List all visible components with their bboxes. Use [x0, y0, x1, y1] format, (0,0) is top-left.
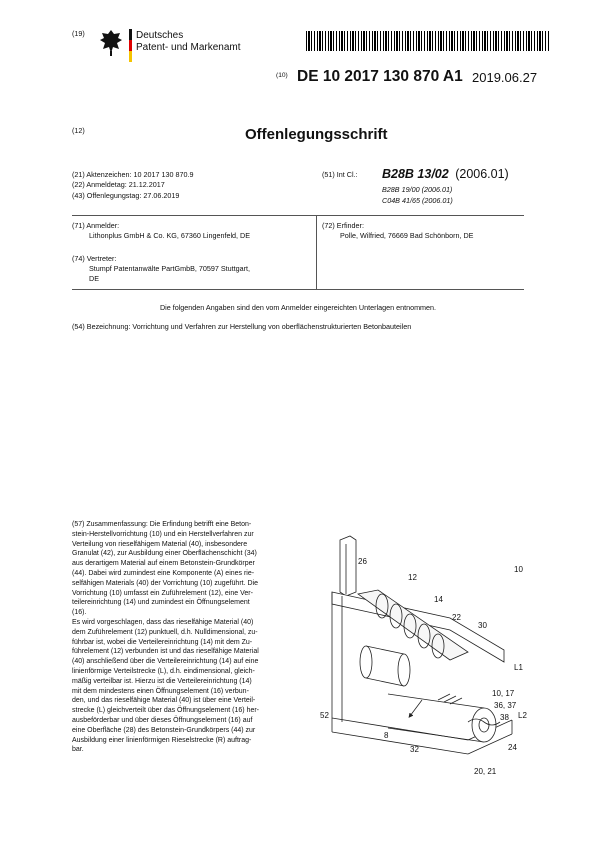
- document-type: Offenlegungsschrift: [245, 126, 388, 143]
- abstract-line: führbar ist, wobei die Verteilereinrichtung (14) mit dem Zu-: [72, 638, 253, 646]
- abstract-line: Granulat (42), zur Ausbildung einer Oberflächenschicht (34): [72, 550, 257, 558]
- code-19: (19): [72, 29, 85, 38]
- publication-date: 2019.06.27: [472, 70, 538, 85]
- abstract-line: den, und das rieselfähige Material (40) ist über eine Verteil-: [72, 697, 256, 705]
- figure-label: L1: [514, 663, 523, 672]
- abstract-line: (16).: [72, 609, 87, 617]
- figure-label: 38: [500, 713, 509, 722]
- abstract-line: aus derartigem Material auf einem Betonstein-Grundkörper: [72, 560, 255, 568]
- field-74-label: (74) Vertreter:: [72, 254, 117, 263]
- abstract-line: (44). Dabei wird zumindest eine Komponente (A) eines rie-: [72, 569, 255, 577]
- figure-label: 12: [408, 573, 417, 582]
- ipc-main-version: (2006.01): [455, 167, 509, 181]
- field-72-value: Polle, Wilfried, 76669 Bad Schönborn, DE: [340, 231, 474, 240]
- barcode: [306, 31, 550, 51]
- applicant-notice: Die folgenden Angaben sind den vom Anmelder eingereichten Unterlagen entnommen.: [159, 303, 437, 312]
- abstract-line: ausbeförderbar und über dieses Öffnungselement (16) auf: [72, 716, 253, 724]
- abstract-line: bar.: [72, 746, 84, 754]
- abstract-line: strecke (L) gleichverteilt über das Öffnungselement (16) her-: [72, 707, 260, 715]
- figure-label: 10, 17: [492, 689, 515, 698]
- abstract-line: selfähigen Materials (40) der Vorrichtung (10) zugeführt. Die: [72, 579, 258, 587]
- field-74-value-1: Stumpf Patentanwälte PartGmbB, 70597 Stuttgart,: [89, 264, 251, 273]
- figure-label: 22: [452, 613, 461, 622]
- code-12: (12): [72, 126, 85, 135]
- eagle-logo-icon: [99, 28, 123, 58]
- figure-label: 36, 37: [494, 701, 517, 710]
- field-72-label: (72) Erfinder:: [322, 221, 364, 230]
- abstract-line: teilereinrichtung (14) und zumindest ein Öffnungselement: [72, 599, 250, 607]
- abstract-line: stein-Herstellvorrichtung (10) und ein Herstellverfahren zur: [72, 530, 254, 538]
- figure-label: 30: [478, 621, 487, 630]
- abstract-line: linienförmige Verteilstrecke (L), d.h. eindimensional, gleich-: [72, 667, 255, 675]
- figure-label: 20, 21: [474, 767, 497, 776]
- ipc-main-class: B28B 13/02: [382, 167, 449, 181]
- figure-drawing: [332, 536, 512, 754]
- field-21: (21) Aktenzeichen: 10 2017 130 870.9: [72, 170, 194, 179]
- figure-label: 26: [358, 557, 367, 566]
- flag-stripe: [129, 29, 132, 62]
- figure-label: 24: [508, 743, 517, 752]
- figure-label: 32: [410, 745, 419, 754]
- field-22: (22) Anmeldetag: 21.12.2017: [72, 180, 165, 189]
- publication-number: DE 10 2017 130 870 A1: [297, 68, 463, 85]
- figure-label: 52: [320, 711, 329, 720]
- ipc-secondary-2: C04B 41/65 (2006.01): [382, 196, 453, 205]
- abstract-line: mäßig verteilbar ist. Hierzu ist die Verteilereinrichtung (14): [72, 677, 252, 685]
- patent-figure: [318, 532, 542, 782]
- abstract-line: Es wird vorgeschlagen, dass das rieselfähige Material (40): [72, 618, 254, 626]
- field-51-label: (51) Int Cl.:: [322, 170, 358, 179]
- figure-label: 8: [384, 731, 389, 740]
- abstract-line: Ausbildung einer linienförmigen Rieselstrecke (R) auftrag-: [72, 736, 252, 744]
- abstract-line: führelement (12) verbunden ist und das rieselfähige Material: [72, 648, 259, 656]
- figure-label: 10: [514, 565, 523, 574]
- ipc-secondary-1: B28B 19/00 (2006.01): [382, 185, 453, 194]
- abstract-line: eine Oberfläche (28) des Betonstein-Grundkörpers (44) zur: [72, 726, 256, 734]
- abstract-line: dem Zuführelement (12) punktuell, d.h. Nulldimensional, zu-: [72, 628, 258, 636]
- abstract-line: Verteilung von rieselfähigem Material (40), insbesondere: [72, 540, 248, 548]
- field-74-value-2: DE: [89, 274, 99, 283]
- ipc-main: [382, 167, 509, 181]
- title-54: (54) Bezeichnung: Vorrichtung und Verfahren zur Herstellung von oberflächenstrukturierten Betonbauteilen: [72, 322, 412, 331]
- figure-label: L2: [518, 711, 527, 720]
- abstract: [72, 520, 308, 755]
- field-71-value: Lithonplus GmbH & Co. KG, 67360 Lingenfeld, DE: [89, 231, 251, 240]
- figure-label: 14: [434, 595, 443, 604]
- office-name-line2: Patent- und Markenamt: [136, 42, 241, 53]
- code-10: (10): [276, 72, 288, 79]
- office-name-line1: Deutsches: [136, 30, 184, 41]
- field-71-label: (71) Anmelder:: [72, 221, 120, 230]
- abstract-line: Vorrichtung (10) umfasst ein Zuführelement (12), eine Ver-: [72, 589, 253, 597]
- abstract-line: (57) Zusammenfassung: Die Erfindung betrifft eine Beton-: [72, 521, 252, 528]
- field-43: (43) Offenlegungstag: 27.06.2019: [72, 191, 180, 200]
- abstract-line: mit dem mindestens einen Öffnungselement (16) verbun-: [72, 687, 249, 695]
- abstract-line: (40) anschließend über die Verteilereinrichtung (14) auf eine: [72, 658, 259, 666]
